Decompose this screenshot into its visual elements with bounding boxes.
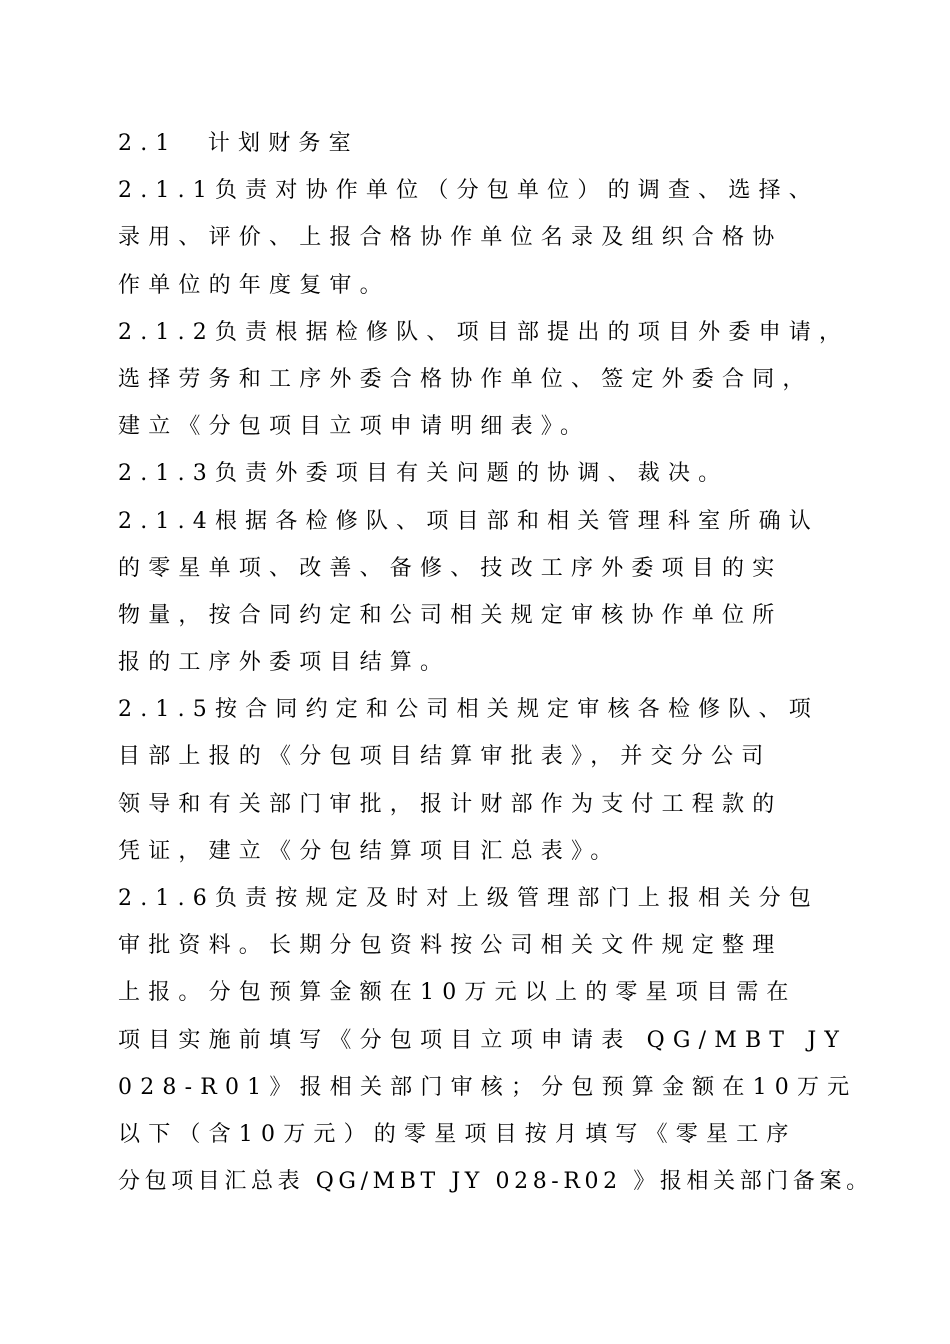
paragraph-line: 028-R01》报相关部门审核；分包预算金额在10万元 [118,1074,858,1100]
paragraph-line: 以下（含10万元）的零星项目按月填写《零星工序 [118,1121,797,1147]
paragraph-line: 报的工序外委项目结算。 [118,650,451,676]
paragraph-line: 建立《分包项目立项申请明细表》。 [118,414,591,440]
document-body [118,120,878,1205]
paragraph-line: 选择劳务和工序外委合格协作单位、签定外委合同， [118,366,813,392]
paragraph-line: 作单位的年度复审。 [118,272,390,298]
paragraph-line: 2.1.5按合同约定和公司相关规定审核各检修队、项 [118,697,819,723]
paragraph-line: 2.1.1负责对协作单位（分包单位）的调查、选择、 [118,178,819,204]
paragraph-line: 2.1.3负责外委项目有关问题的协调、裁决。 [118,461,729,487]
paragraph-line: 领导和有关部门审批，报计财部作为支付工程款的 [118,791,783,817]
paragraph-line: 上报。分包预算金额在10万元以上的零星项目需在 [118,980,797,1006]
paragraph-line: 物量，按合同约定和公司相关规定审核协作单位所 [118,602,783,628]
section-heading: 2.1 计划财务室 [118,131,359,156]
paragraph-line: 凭证，建立《分包结算项目汇总表》。 [118,838,621,864]
paragraph-line: 2.1.2负责根据检修队、项目部提出的项目外委申请， [118,319,850,345]
paragraph-line: 的零星单项、改善、备修、技改工序外委项目的实 [118,555,783,581]
paragraph-line: 分包项目汇总表 QG/MBT JY 028-R02 》报相关部门备案。 [118,1169,873,1195]
paragraph-line: 2.1.6负责按规定及时对上级管理部门上报相关分包 [118,886,819,911]
paragraph-line: 2.1.4根据各检修队、项目部和相关管理科室所确认 [118,508,819,534]
paragraph-line: 项目实施前填写《分包项目立项申请表 QG/MBT JY [118,1027,848,1053]
paragraph-line: 目部上报的《分包项目结算审批表》，并交分公司 [118,744,772,770]
paragraph-line: 审批资料。长期分包资料按公司相关文件规定整理 [118,933,783,959]
paragraph-line: 录用、评价、上报合格协作单位名录及组织合格协 [118,225,783,251]
